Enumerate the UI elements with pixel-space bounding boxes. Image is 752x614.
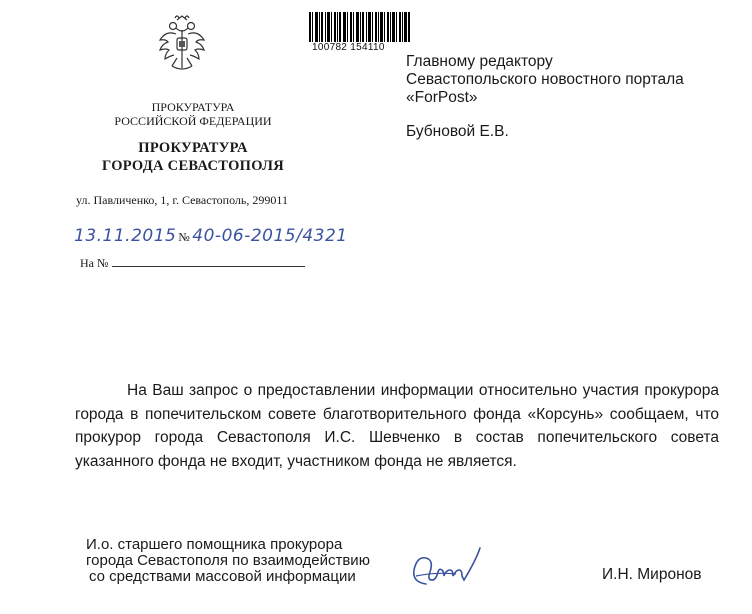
position-line2: города Севастополя по взаимодействию: [86, 552, 370, 569]
org-title-line1: ПРОКУРАТУРА: [151, 100, 235, 114]
org-name-line2: ГОРОДА СЕВАСТОПОЛЯ: [102, 158, 284, 174]
barcode-number: 100782 154110: [312, 42, 385, 53]
position-line1: И.о. старшего помощника прокурора: [86, 536, 343, 553]
handwritten-number: 40-06-2015/4321: [192, 226, 348, 246]
position-line3: со средствами массовой информации: [89, 568, 356, 585]
coat-of-arms-icon: [157, 12, 207, 74]
signer-name: И.Н. Миронов: [602, 566, 702, 583]
addressee-name: Бубновой Е.В.: [406, 123, 509, 140]
letter-body: На Ваш запрос о предоставлении информации относительно участия прокурора города в попечительском совете благотворительного фонда «Корсунь» сообщаем, что прокурор города Севастополя И.С. Шевченко в состав попечительского совета указанного фонда не входит, участником фонда не является.: [75, 382, 719, 470]
org-name-line1: ПРОКУРАТУРА: [138, 140, 248, 156]
handwritten-date: 13.11.2015: [74, 226, 177, 246]
reference-blank-line: [112, 266, 305, 267]
signature-icon: [408, 546, 488, 592]
addressee-line2: Севастопольского новостного портала: [406, 71, 684, 88]
org-title-line2: РОССИЙСКОЙ ФЕДЕРАЦИИ: [114, 114, 272, 128]
reference-label: На №: [80, 256, 109, 270]
org-address: ул. Павличенко, 1, г. Севастополь, 299011: [76, 193, 288, 207]
number-sign: №: [178, 230, 191, 244]
outgoing-reference: [74, 226, 348, 246]
signatory-position: [86, 537, 370, 585]
addressee-line3: «ForPost»: [406, 89, 478, 106]
addressee-line1: Главному редактору: [406, 53, 553, 70]
